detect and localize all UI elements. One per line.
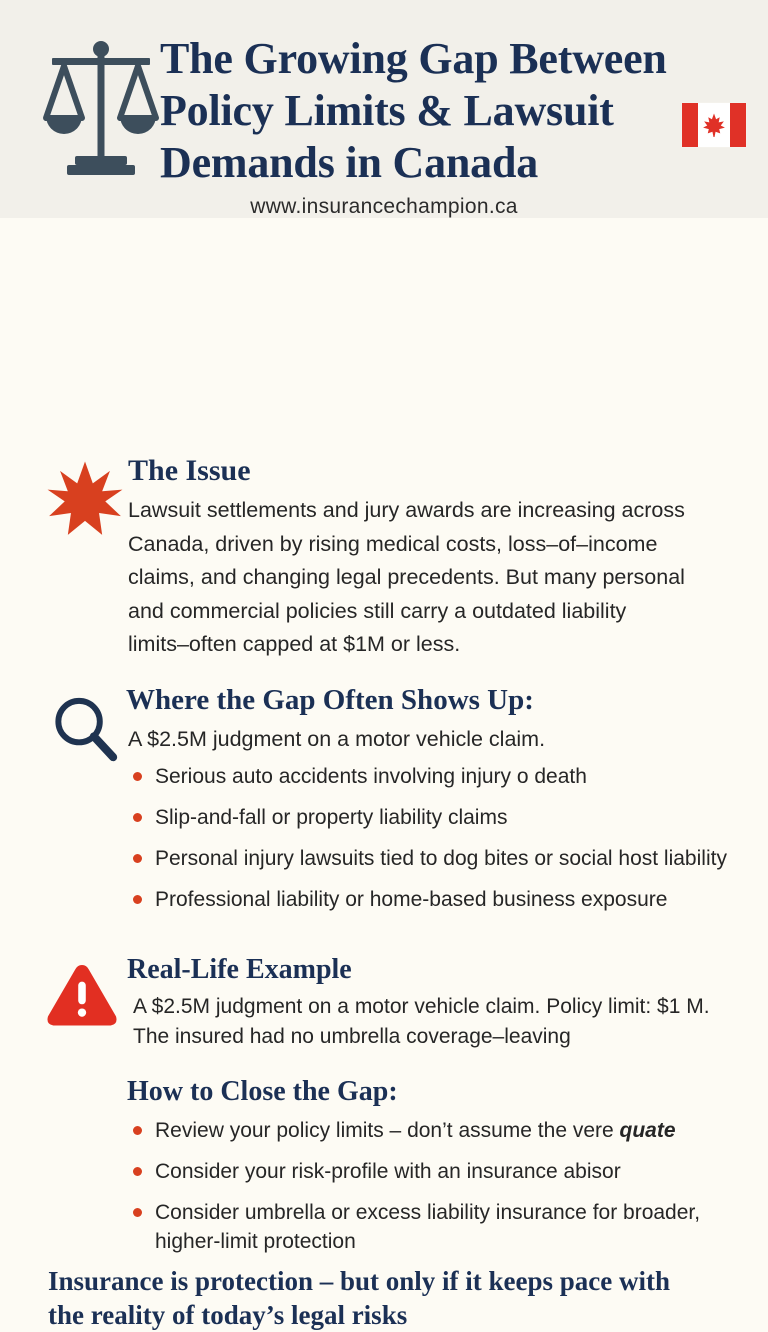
list-item: Consider umbrella or excess liability insurance for broader, higher-limit protection	[128, 1198, 740, 1256]
warning-triangle-icon	[44, 962, 120, 1030]
section-heading-how-to-close-the-gap: How to Close the Gap:	[127, 1076, 398, 1107]
header-banner	[0, 0, 768, 218]
flag-band-right	[730, 103, 746, 147]
closing-statement	[48, 1264, 708, 1332]
section-heading-where-the-gap: Where the Gap Often Shows Up:	[126, 684, 534, 716]
bullet-list-where-the-gap	[128, 762, 736, 926]
list-item	[128, 1116, 740, 1145]
magnifier-icon	[48, 692, 122, 766]
section-heading-real-life-example: Real-Life Example	[127, 954, 352, 985]
bullet-list-how-to-close-the-gap	[128, 1116, 740, 1268]
section-paragraph-real-life-example: A $2.5M judgment on a motor vehicle claim. Policy limit: $1 M. The insured had no umbrella coverage–leaving	[133, 995, 710, 1048]
page-title-line-1: The Growing Gap Between	[160, 34, 667, 83]
list-item: Personal injury lawsuits tied to dog bites or social host liability	[128, 844, 736, 873]
starburst-icon	[46, 460, 124, 538]
list-item: Slip-and-fall or property liability claims	[128, 803, 736, 832]
list-item-emphasis: quate	[619, 1119, 676, 1142]
list-item-text: Review your policy limits – don’t assume the vere	[155, 1119, 620, 1142]
section-the-issue	[0, 454, 768, 669]
flag-band-left	[682, 103, 698, 147]
list-item: Consider your risk-profile with an insurance abisor	[128, 1157, 740, 1186]
closing-statement-line-2: the reality of today’s legal risks	[48, 1300, 408, 1330]
scales-of-justice-icon	[42, 32, 160, 182]
website-url[interactable]: www.insurancechampion.ca	[250, 195, 518, 218]
page-title-line-2: Policy Limits & Lawsuit	[160, 86, 614, 135]
section-lead-where-the-gap: A $2.5M judgment on a motor vehicle claim.	[128, 727, 546, 751]
maple-leaf-icon	[701, 112, 727, 138]
page-title	[160, 33, 760, 189]
page-title-line-3: Demands in Canada	[160, 138, 539, 187]
list-item: Professional liability or home-based business exposure	[128, 885, 736, 914]
list-item: Serious auto accidents involving injury o death	[128, 762, 736, 791]
section-paragraph-the-issue: Lawsuit settlements and jury awards are increasing across Canada, driven by rising medical costs, loss–of–income claims, and changing legal precedents. But many personal and commercial policies still carry a outdated liability limits–often capped at $1M or less.	[128, 498, 685, 656]
canadian-flag-icon	[681, 102, 747, 148]
closing-statement-line-1: Insurance is protection – but only if it keeps pace with	[48, 1266, 671, 1296]
section-heading-the-issue: The Issue	[128, 454, 251, 487]
